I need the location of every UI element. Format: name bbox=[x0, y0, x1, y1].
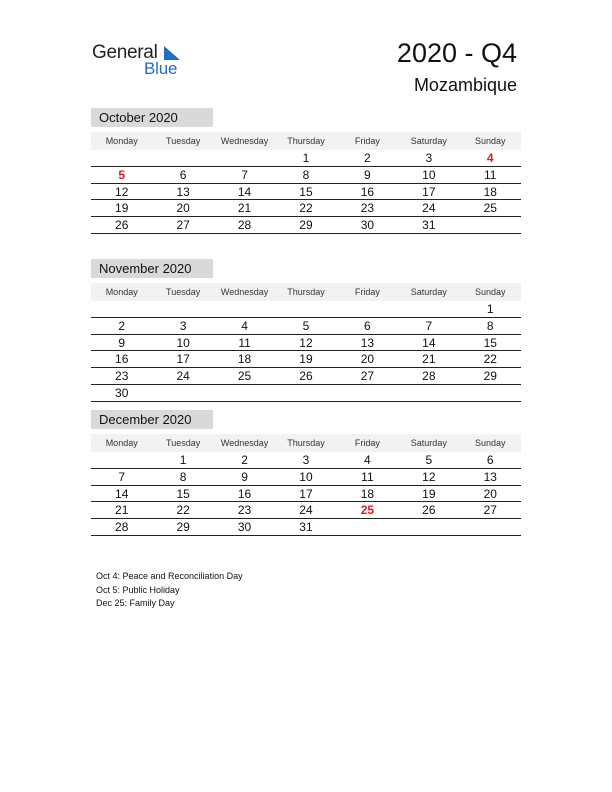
holiday-note: Dec 25: Family Day bbox=[96, 598, 175, 608]
day-cell: 3 bbox=[302, 453, 310, 467]
day-cell bbox=[152, 150, 213, 166]
day-cell: 21 bbox=[115, 503, 129, 518]
day-cell bbox=[152, 385, 213, 401]
day-cell: 11 bbox=[361, 469, 374, 484]
weekday-label: Sunday bbox=[474, 136, 506, 146]
day-cell: 10 bbox=[299, 469, 313, 484]
week-row bbox=[91, 301, 521, 318]
day-cell: 19 bbox=[422, 486, 436, 501]
day-cell: 27 bbox=[176, 218, 190, 233]
weekday-label: Tuesday bbox=[166, 438, 201, 448]
week-row bbox=[91, 351, 521, 368]
logo-word-general: General bbox=[92, 42, 158, 63]
weekday-header-row bbox=[91, 132, 521, 150]
day-cell: 13 bbox=[483, 469, 497, 484]
day-cell: 14 bbox=[115, 486, 129, 501]
week-row bbox=[91, 184, 521, 201]
day-cell: 15 bbox=[483, 335, 497, 350]
day-cell: 9 bbox=[364, 167, 371, 182]
week-row bbox=[91, 368, 521, 385]
day-cell: 28 bbox=[115, 520, 129, 535]
week-row bbox=[91, 200, 521, 217]
weekday-label: Saturday bbox=[410, 287, 447, 297]
weekday-label: Saturday bbox=[410, 136, 447, 146]
day-cell: 6 bbox=[486, 453, 494, 467]
week-row bbox=[91, 519, 521, 536]
weekday-label: Tuesday bbox=[166, 287, 201, 297]
day-cell: 1 bbox=[486, 302, 494, 316]
day-cell: 12 bbox=[299, 335, 313, 350]
day-cell: 12 bbox=[115, 184, 129, 199]
day-cell: 20 bbox=[176, 201, 190, 216]
day-cell: 31 bbox=[299, 520, 313, 535]
day-cell bbox=[152, 301, 213, 317]
day-cell: 23 bbox=[115, 369, 129, 384]
day-cell: 26 bbox=[299, 369, 313, 384]
month-block bbox=[91, 259, 521, 402]
holiday-day-cell: 5 bbox=[118, 167, 126, 182]
day-cell: 22 bbox=[483, 352, 497, 367]
day-cell: 3 bbox=[179, 318, 187, 333]
month-block bbox=[91, 108, 521, 234]
day-cell bbox=[337, 519, 398, 535]
day-cell: 27 bbox=[483, 503, 497, 518]
week-row bbox=[91, 469, 521, 486]
day-cell: 16 bbox=[237, 486, 252, 501]
day-cell: 2 bbox=[364, 151, 371, 165]
weekday-label: Friday bbox=[354, 136, 380, 146]
day-cell: 2 bbox=[241, 453, 248, 467]
weekday-label: Saturday bbox=[410, 438, 447, 448]
day-cell bbox=[91, 452, 152, 468]
day-cell: 29 bbox=[483, 369, 497, 384]
document-title: 2020 - Q4 bbox=[396, 38, 517, 68]
day-cell bbox=[214, 301, 275, 317]
day-cell: 13 bbox=[360, 335, 375, 350]
weekday-label: Thursday bbox=[287, 136, 325, 146]
day-cell: 21 bbox=[237, 201, 252, 216]
week-row bbox=[91, 167, 521, 184]
day-cell bbox=[91, 301, 152, 317]
day-cell: 20 bbox=[360, 352, 375, 367]
day-cell: 20 bbox=[483, 486, 497, 501]
weekday-label: Sunday bbox=[474, 287, 506, 297]
day-cell: 4 bbox=[241, 318, 248, 333]
day-cell: 29 bbox=[176, 520, 190, 535]
day-cell: 19 bbox=[299, 352, 313, 367]
day-cell: 23 bbox=[237, 503, 252, 518]
weekday-label: Thursday bbox=[287, 438, 325, 448]
day-cell: 9 bbox=[241, 469, 248, 484]
weekday-label: Monday bbox=[105, 287, 138, 297]
day-cell: 8 bbox=[486, 318, 494, 333]
day-cell: 19 bbox=[115, 201, 129, 216]
day-cell: 17 bbox=[299, 486, 313, 501]
day-cell: 3 bbox=[425, 151, 433, 165]
day-cell: 18 bbox=[360, 486, 375, 501]
day-cell: 25 bbox=[237, 369, 252, 384]
day-cell: 14 bbox=[422, 335, 436, 350]
day-cell: 6 bbox=[364, 318, 371, 333]
day-cell: 8 bbox=[179, 469, 187, 484]
day-cell: 16 bbox=[115, 352, 129, 367]
month-block bbox=[91, 410, 521, 536]
day-cell: 28 bbox=[422, 369, 436, 384]
day-cell: 8 bbox=[302, 167, 310, 182]
day-cell: 25 bbox=[483, 201, 497, 216]
day-cell: 18 bbox=[237, 352, 252, 367]
week-row bbox=[91, 318, 521, 335]
day-cell: 17 bbox=[176, 352, 190, 367]
holiday-note: Oct 4: Peace and Reconciliation Day bbox=[96, 571, 243, 581]
day-cell bbox=[398, 519, 459, 535]
day-cell: 14 bbox=[237, 184, 252, 199]
day-cell: 9 bbox=[118, 335, 126, 350]
day-cell: 4 bbox=[364, 453, 371, 467]
week-row bbox=[91, 335, 521, 352]
holiday-day-cell: 4 bbox=[486, 151, 494, 165]
day-cell: 10 bbox=[422, 167, 436, 182]
day-cell: 22 bbox=[299, 201, 313, 216]
week-row bbox=[91, 486, 521, 503]
week-row bbox=[91, 502, 521, 519]
day-cell: 16 bbox=[360, 184, 375, 199]
day-cell: 17 bbox=[422, 184, 436, 199]
day-cell: 21 bbox=[422, 352, 436, 367]
day-cell: 24 bbox=[176, 369, 190, 384]
generalblue-logo bbox=[92, 42, 202, 82]
week-row bbox=[91, 150, 521, 167]
day-cell: 27 bbox=[360, 369, 375, 384]
day-cell: 24 bbox=[422, 201, 436, 216]
weekday-label: Friday bbox=[354, 287, 380, 297]
day-cell: 11 bbox=[238, 335, 251, 350]
day-cell: 7 bbox=[118, 469, 126, 484]
weekday-label: Wednesday bbox=[220, 287, 269, 297]
day-cell bbox=[275, 385, 336, 401]
day-cell: 15 bbox=[176, 486, 190, 501]
day-cell: 26 bbox=[422, 503, 436, 518]
day-cell bbox=[91, 150, 152, 166]
day-cell: 29 bbox=[299, 218, 313, 233]
day-cell: 31 bbox=[422, 218, 436, 233]
weekday-header-row bbox=[91, 434, 521, 452]
weekday-label: Wednesday bbox=[220, 136, 269, 146]
day-cell bbox=[398, 385, 459, 401]
day-cell: 18 bbox=[483, 184, 497, 199]
country-name: Mozambique bbox=[413, 75, 517, 95]
day-cell bbox=[275, 301, 336, 317]
weekday-label: Monday bbox=[105, 136, 138, 146]
day-cell: 11 bbox=[484, 167, 497, 182]
day-cell: 26 bbox=[115, 218, 129, 233]
holiday-note: Oct 5: Public Holiday bbox=[96, 584, 180, 595]
day-cell: 30 bbox=[115, 385, 129, 400]
month-label: October 2020 bbox=[91, 108, 213, 127]
day-cell: 22 bbox=[176, 503, 190, 518]
month-label: December 2020 bbox=[91, 410, 213, 429]
day-cell: 12 bbox=[422, 469, 436, 484]
day-cell bbox=[214, 150, 275, 166]
weekday-label: Monday bbox=[105, 438, 138, 448]
week-row bbox=[91, 385, 521, 402]
weekday-label: Wednesday bbox=[220, 438, 269, 448]
day-cell: 13 bbox=[176, 184, 190, 199]
day-cell bbox=[337, 301, 398, 317]
month-label: November 2020 bbox=[91, 259, 213, 278]
day-cell bbox=[460, 519, 521, 535]
holiday-notes bbox=[96, 570, 243, 611]
day-cell: 2 bbox=[118, 318, 126, 333]
logo-word-blue: Blue bbox=[144, 59, 178, 78]
day-cell: 28 bbox=[237, 218, 252, 233]
day-cell: 5 bbox=[425, 453, 433, 467]
day-cell: 15 bbox=[299, 184, 313, 199]
day-cell: 30 bbox=[360, 218, 375, 233]
weekday-label: Tuesday bbox=[166, 136, 201, 146]
day-cell: 7 bbox=[425, 318, 433, 333]
holiday-day-cell: 25 bbox=[360, 503, 375, 518]
day-cell: 1 bbox=[302, 151, 310, 165]
day-cell: 1 bbox=[179, 453, 187, 467]
day-cell: 24 bbox=[299, 503, 313, 518]
week-row bbox=[91, 217, 521, 234]
weekday-label: Sunday bbox=[474, 438, 506, 448]
day-cell bbox=[460, 385, 521, 401]
day-cell: 23 bbox=[360, 201, 375, 216]
day-cell: 6 bbox=[179, 167, 187, 182]
weekday-label: Friday bbox=[354, 438, 380, 448]
day-cell bbox=[214, 385, 275, 401]
day-cell: 5 bbox=[302, 318, 310, 333]
day-cell: 10 bbox=[176, 335, 190, 350]
weekday-header-row bbox=[91, 283, 521, 301]
week-row bbox=[91, 452, 521, 469]
day-cell bbox=[460, 217, 521, 233]
day-cell bbox=[398, 301, 459, 317]
day-cell: 30 bbox=[237, 520, 252, 535]
day-cell: 7 bbox=[241, 167, 248, 182]
weekday-label: Thursday bbox=[287, 287, 325, 297]
day-cell bbox=[337, 385, 398, 401]
